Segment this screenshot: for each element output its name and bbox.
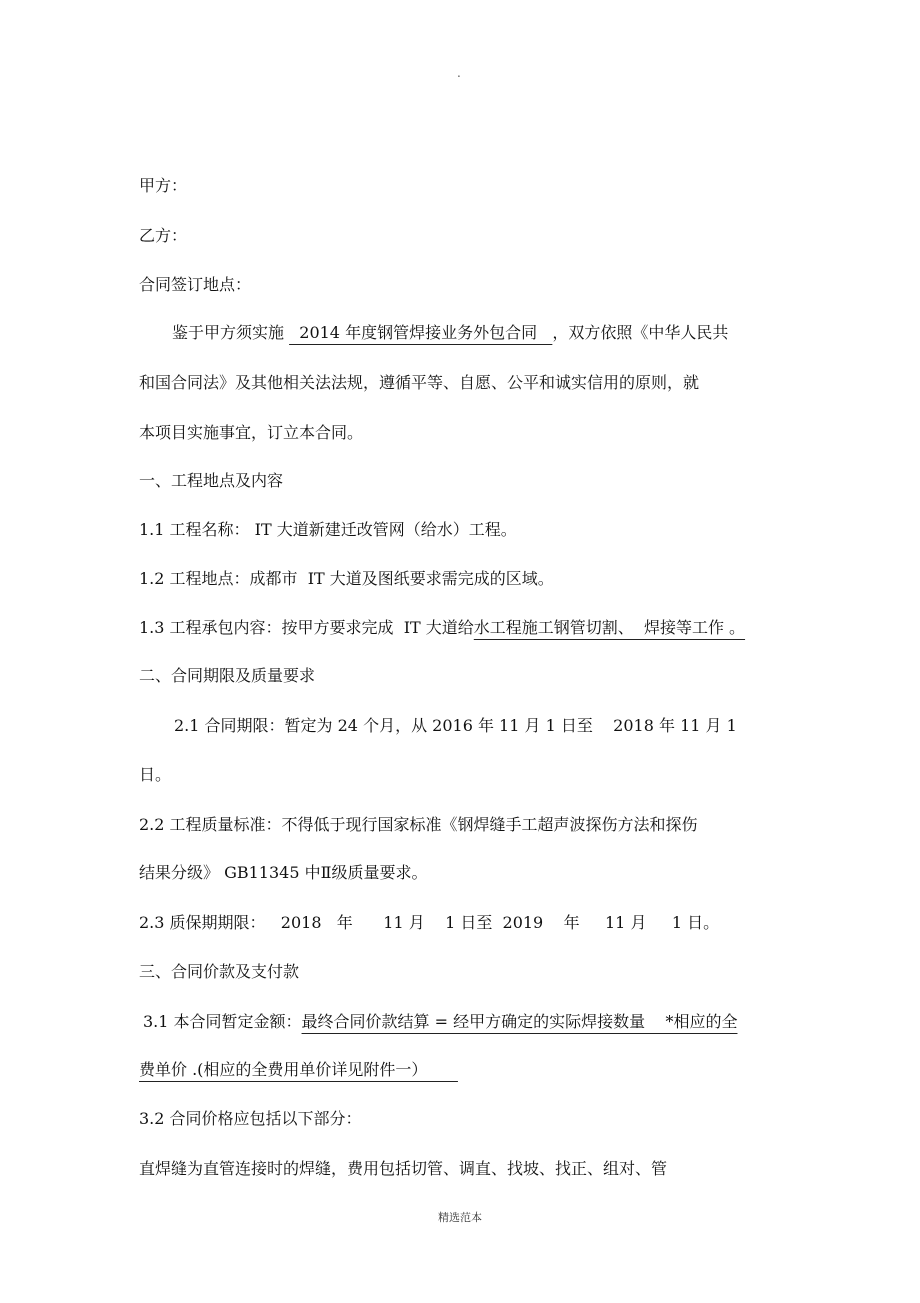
page-footer: 精选范本 [438,1211,482,1224]
party-b-label: 乙方： [139,226,188,245]
item-1-1: 1.1 工程名称： IT 大道新建迁改管网（给水）工程。 [139,520,517,539]
item-2-1-line-1: 2.1 合同期限：暂定为 24 个月，从 2016 年 11 月 1 日至 2018 年 11 月 1 [174,716,737,735]
item-2-2-line-2: 结果分级》 GB11345 中Ⅱ级质量要求。 [139,863,428,882]
item-1-3-underlined: 水工程施工钢管切割、 焊接等工作 。 [473,618,746,637]
item-2-3: 2.3 质保期期限： 2018 年 11 月 1 日至 2019 年 11 月 1 日。 [139,913,720,932]
item-3-2: 3.2 合同价格应包括以下部分： [139,1109,362,1128]
preamble-text-a: 鉴于甲方须实施 [172,323,290,342]
contract-name: 2014 年度钢管焊接业务外包合同 [289,323,553,342]
party-a-label: 甲方： [139,176,188,195]
item-3-1-line-2 [139,1059,458,1081]
preamble-line-2: 和国合同法》及其他相关法法规，遵循平等、自愿、公平和诚实信用的原则，就 [139,373,700,392]
item-3-1-text: 3.1 本合同暂定金额： [143,1012,302,1031]
preamble-line-1 [172,322,728,344]
item-2-2-line-1: 2.2 工程质量标准：不得低于现行国家标准《钢焊缝手工超声波探伤方法和探伤 [139,815,698,834]
item-3-1-line-1 [143,1011,737,1033]
item-1-2: 1.2 工程地点：成都市 IT 大道及图纸要求需完成的区域。 [139,569,554,588]
signing-place-label: 合同签订地点： [139,275,252,294]
item-2-1-line-2: 日。 [139,765,172,784]
header-mark: . [457,66,461,80]
section-1-heading: 一、工程地点及内容 [139,471,284,490]
preamble-text-b: ，双方依照《中华人民共 [552,323,729,342]
item-3-1-underlined-1: 最终合同价款结算 = 经甲方确定的实际焊接数量 *相应的全 [301,1012,738,1031]
item-3-2-text: 直焊缝为直管连接时的焊缝，费用包括切管、调直、找坡、找正、组对、管 [139,1159,668,1178]
item-1-3-text: 1.3 工程承包内容：按甲方要求完成 IT 大道给 [139,618,474,637]
item-3-1-underlined-2: 费单价 .(相应的全费用单价详见附件一） [139,1060,458,1079]
item-1-3 [139,617,745,639]
section-2-heading: 二、合同期限及质量要求 [139,666,316,685]
preamble-line-3: 本项目实施事宜，订立本合同。 [139,423,364,442]
section-3-heading: 三、合同价款及支付款 [139,962,300,981]
